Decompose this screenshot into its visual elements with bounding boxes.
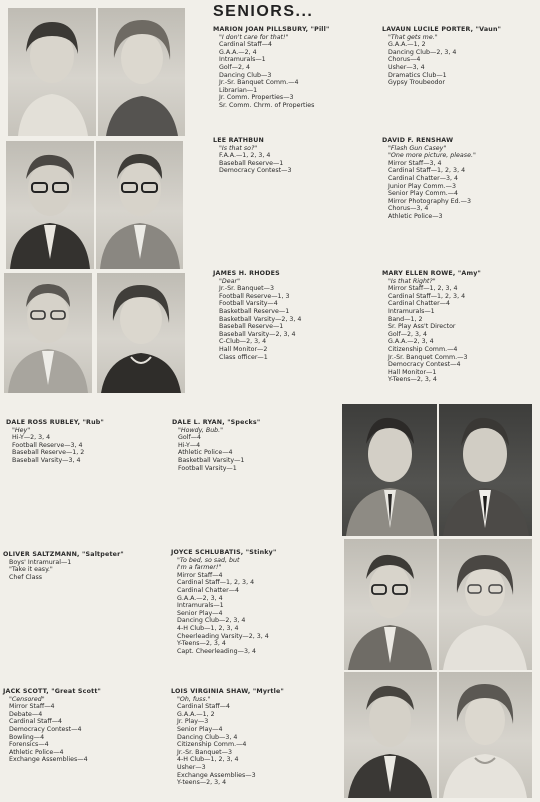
activity-item: Exchange Assemblies—4: [9, 756, 88, 764]
student-quote: "Oh, fuss.": [177, 695, 211, 703]
student-name: JACK SCOTT, "Great Scott": [3, 688, 102, 695]
student-name: OLIVER SALTZMANN, "Saltpeter": [3, 551, 124, 558]
activity-item: Usher—3, 4: [388, 63, 425, 71]
activity-item: Baseball Reserve—1: [219, 159, 284, 167]
activity-item: Cardinal Staff—4: [9, 718, 63, 726]
activity-item: Hall Monitor—2: [219, 345, 268, 353]
activity-item: Athletic Police—3: [388, 212, 443, 220]
activity-item: Sr. Play Ass't Director: [388, 323, 456, 331]
activity-item: G.A.A.—1, 2: [388, 41, 426, 49]
activity-item: G.A.A.—2, 4: [219, 48, 257, 56]
activity-item: Cardinal Staff—1, 2, 3, 4: [388, 167, 466, 175]
activity-item: Golf—2, 4: [219, 63, 251, 71]
activity-item: Senior Play—4: [177, 725, 223, 733]
student-name: JOYCE SCHLUBATIS, "Stinky": [171, 549, 277, 556]
activity-item: Cardinal Chatter—4: [177, 586, 240, 594]
activity-item: C-Club—2, 3, 4: [219, 338, 267, 346]
activity-item: F.A.A.—1, 2, 3, 4: [219, 152, 271, 160]
student-name: JAMES H. RHODES: [213, 270, 280, 277]
activity-item: Democracy Contest—3: [219, 167, 292, 175]
activity-item: Cardinal Staff—4: [219, 41, 273, 49]
student-name: DAVID F. RENSHAW: [382, 137, 454, 144]
portrait-photo-rowe: [97, 273, 185, 393]
portrait-photo-schlubatis: [439, 539, 532, 670]
activity-item: G.A.A.—2, 3, 4: [388, 338, 434, 346]
activity-item: Junior Play Comm.—3: [388, 182, 456, 190]
activity-item: Citizenship Comm.—4: [388, 345, 458, 353]
activity-item: Senior Play Comm.—4: [388, 190, 459, 198]
activity-item: Usher—3: [177, 763, 206, 771]
senior-entry: [6, 419, 104, 465]
activity-item: Chef Class: [9, 573, 43, 581]
activity-item: Dancing Club—3: [219, 71, 272, 79]
activity-item: Chorus—4: [388, 56, 421, 64]
activity-item: Chorus—3, 4: [388, 205, 429, 213]
activity-item: Mirror Staff—3, 4: [388, 159, 442, 167]
student-quote: "I don't care for that!": [219, 33, 289, 41]
activity-item: Cardinal Staff—4: [177, 703, 231, 711]
activity-item: Intramurals—1: [177, 602, 224, 610]
student-quote: I'm a farmer!": [177, 564, 222, 572]
activity-item: Citizenship Comm.—4: [177, 741, 247, 749]
senior-entry: [3, 688, 101, 764]
senior-entry: [213, 270, 301, 361]
activity-item: Y-Teens—2, 3, 4: [388, 376, 437, 384]
activity-item: Cardinal Staff—1, 2, 3, 4: [177, 579, 255, 587]
activity-item: Cheerleading Varsity—2, 3, 4: [177, 632, 269, 640]
activity-item: Dancing Club—2, 3, 4: [388, 48, 457, 56]
senior-entry: [382, 26, 501, 87]
activity-item: Golf—2, 3, 4: [388, 330, 428, 338]
activity-item: Intramurals—1: [219, 56, 266, 64]
activity-item: Football Reserve—1, 3: [219, 292, 290, 300]
portrait-photo-rathbun: [6, 141, 94, 269]
student-quote: "Dear": [219, 277, 240, 285]
activity-item: Jr.-Sr. Banquet Comm.—4: [219, 79, 299, 87]
student-name: DALE L. RYAN, "Specks": [172, 419, 261, 426]
activity-item: Mirror Staff—1, 2, 3, 4: [388, 285, 458, 293]
activity-item: Athletic Police—4: [178, 449, 233, 457]
activity-item: Basketball Varsity—1: [178, 456, 245, 464]
senior-entry: [172, 419, 260, 472]
activity-item: Basketball Reserve—1: [219, 307, 290, 315]
activity-item: Jr.-Sr. Banquet Comm.—3: [388, 353, 468, 361]
activity-item: Cardinal Staff—1, 2, 3, 4: [388, 292, 466, 300]
activity-item: Librarian—1: [219, 86, 258, 94]
senior-entry: [171, 688, 284, 787]
portrait-photo-ryan: [439, 404, 532, 536]
student-quote: "Howdy, Bub.": [178, 426, 224, 434]
activity-item: Football Reserve—3, 4: [12, 441, 83, 449]
activity-item: G.A.A.—1, 2: [177, 710, 215, 718]
activity-item: 4-H Club—1, 2, 3, 4: [177, 756, 239, 764]
activity-item: Baseball Varsity—3, 4: [12, 456, 81, 464]
activity-item: Class officer—1: [219, 353, 268, 361]
portrait-photo-porter: [98, 8, 185, 136]
portrait-photo-renshaw: [96, 141, 183, 269]
activity-item: Jr.-Sr. Banquet—3: [219, 285, 274, 293]
student-quote: "Flash Gun Casey": [388, 144, 447, 152]
student-quote: "One more picture, please.": [388, 152, 476, 160]
student-name: LEE RATHBUN: [213, 137, 264, 144]
activity-item: Gypsy Troubeodor: [388, 79, 445, 87]
activity-item: "Take it easy.": [9, 566, 53, 574]
activity-item: Athletic Police—4: [9, 748, 64, 756]
student-name: DALE ROSS RUBLEY, "Rub": [6, 419, 104, 426]
activity-item: Hi-Y—2, 3, 4: [12, 434, 51, 442]
activity-item: Baseball Reserve—1, 2: [12, 449, 85, 457]
activity-item: Football Varsity—1: [178, 464, 237, 472]
activity-item: Bowling—4: [9, 733, 45, 741]
senior-entry: [171, 549, 276, 655]
activity-item: Dramatics Club—1: [388, 71, 447, 79]
activity-item: Y-teens—2, 3, 4: [177, 779, 227, 787]
portrait-photo-pillsbury: [8, 8, 96, 136]
activity-item: Debate—4: [9, 710, 43, 718]
activity-item: Mirror Staff—4: [177, 571, 223, 579]
student-name: MARY ELLEN ROWE, "Amy": [382, 270, 482, 277]
activity-item: Capt. Cheerleading—3, 4: [177, 647, 256, 655]
activity-item: Cardinal Chatter—4: [388, 300, 451, 308]
activity-item: Jr. Play—3: [177, 718, 209, 726]
activity-item: Jr. Comm. Properties—3: [219, 94, 294, 102]
student-name: LAVAUN LUCILE PORTER, "Vaun": [382, 26, 502, 33]
activity-item: G.A.A.—2, 3, 4: [177, 594, 223, 602]
activity-item: Band—1, 2: [388, 315, 423, 323]
portrait-photo-rubley: [342, 404, 437, 536]
activity-item: Dancing Club—3, 4: [177, 733, 238, 741]
student-quote: "Hey": [12, 426, 31, 434]
senior-entry: [213, 137, 291, 175]
activity-item: Forensics—4: [9, 741, 49, 749]
activity-item: Baseball Varsity—2, 3, 4: [219, 330, 296, 338]
activity-item: Exchange Assemblies—3: [177, 771, 256, 779]
page-heading: SENIORS...: [213, 3, 314, 20]
senior-entry: [213, 26, 330, 110]
portrait-photo-scott: [344, 672, 437, 798]
activity-item: Mirror Staff—4: [9, 703, 55, 711]
activity-item: Senior Play—4: [177, 609, 223, 617]
activity-item: Democracy Contest—4: [9, 725, 82, 733]
activity-item: Hi-Y—4: [178, 441, 201, 449]
activity-item: Hall Monitor—1: [388, 368, 437, 376]
portrait-photo-shaw: [439, 672, 532, 798]
activity-item: Basketball Varsity—2, 3, 4: [219, 315, 302, 323]
senior-entry: [382, 137, 476, 221]
activity-item: Y-Teens—2, 3, 4: [177, 640, 226, 648]
student-quote: "That gets me.": [388, 33, 438, 41]
portrait-photo-rhodes: [4, 273, 92, 393]
activity-item: Cardinal Chatter—3, 4: [388, 174, 459, 182]
activity-item: Boys' Intramural—1: [9, 558, 72, 566]
activity-item: Intramurals—1: [388, 307, 435, 315]
senior-entry: [3, 551, 124, 581]
student-name: LOIS VIRGINIA SHAW, "Myrtle": [171, 688, 284, 695]
student-quote: "Is that Right?": [388, 277, 436, 285]
activity-item: Mirror Photography Ed.—3: [388, 197, 471, 205]
activity-item: Sr. Comm. Chrm. of Properties: [219, 101, 315, 109]
portrait-photo-saltzmann: [344, 539, 437, 670]
activity-item: 4-H Club—1, 2, 3, 4: [177, 624, 239, 632]
student-quote: "To bed, so sad, but: [177, 556, 240, 564]
activity-item: Baseball Reserve—1: [219, 323, 284, 331]
senior-entry: [382, 270, 481, 384]
activity-item: Golf—4: [178, 434, 202, 442]
activity-item: Football Varsity—4: [219, 300, 278, 308]
student-name: MARION JOAN PILLSBURY, "Pill": [213, 26, 330, 33]
student-quote: "Is that so?": [219, 144, 258, 152]
activity-item: Dancing Club—2, 3, 4: [177, 617, 246, 625]
activity-item: Jr.-Sr. Banquet—3: [177, 748, 232, 756]
student-quote: "Censored": [9, 695, 45, 703]
activity-item: Democracy Contest—4: [388, 361, 461, 369]
